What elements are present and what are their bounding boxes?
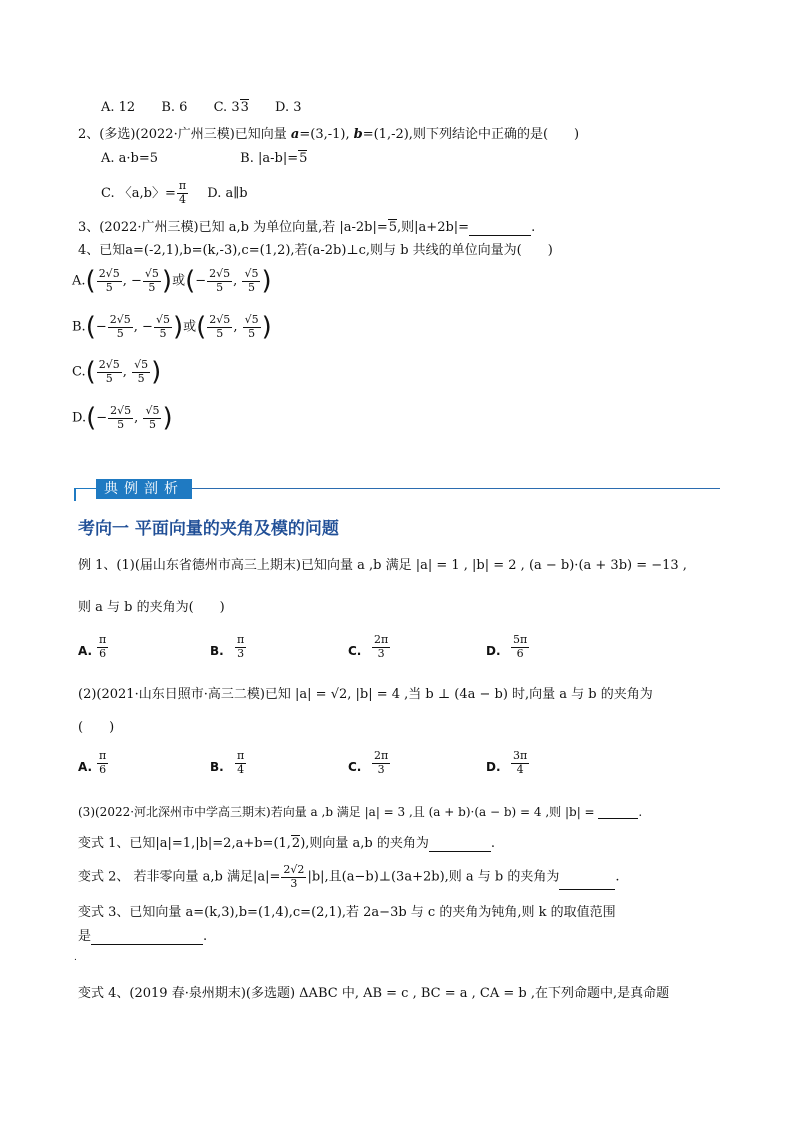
question-4-option-c: C.( $\frac{2√5}{5}$ , $\frac{√5}{5}$ ) <box>72 357 162 388</box>
question-4-option-d: D.(− $\frac{2√5}{5}$ , $\frac{√5}{5}$ ) <box>72 403 173 434</box>
option-c: C. 〈a,b〉= $\frac{\pi}{4}$ <box>101 179 187 206</box>
stray-dot: . <box>74 953 77 963</box>
section-banner <box>78 479 720 501</box>
option-c: C. 33 <box>213 100 249 115</box>
option-b: B. 6 <box>161 100 188 115</box>
question-2-stem: 2、(多选)(2022·广州三模)已知向量 a=(3,-1), b=(1,-2),则下列结论中正确的是( ) <box>78 127 580 142</box>
question-4-option-a: A.( $\frac{2√5}{5}$ , − $\frac{√5}{5}$ )或(− $\frac{2√5}{5}$ , $\frac{√5}{5}$ ) <box>72 266 272 297</box>
question-3: 3、(2022·广州三模)已知 a,b 为单位向量,若 |a-2b|=5,则|a+2b|= . <box>78 220 536 235</box>
prev-question-options <box>101 100 302 116</box>
example-3: (3)(2022·河北深州市中学高三期末)若向量 a ,b 满足 |a| = 3 ,且 (a + b)·(a − b) = 4 ,则 |b| = . <box>78 805 643 819</box>
example-2-line-1: (2)(2021·山东日照市·高三二模)已知 |a| = √2, |b| = 4 ,当 b ⊥ (4a − b) 时,向量 a 与 b 的夹角为 <box>78 687 653 702</box>
question-2-options-cd <box>101 180 248 206</box>
question-2-options-ab <box>101 151 307 167</box>
option-d: D. 3 <box>275 100 302 115</box>
banner-label: 典例剖析 <box>96 479 192 499</box>
section-title: 考向一 平面向量的夹角及模的问题 <box>78 519 339 539</box>
banner-tick <box>74 488 98 501</box>
option-a: A. 12 <box>101 100 136 115</box>
variant-3-line-2: 是 . <box>78 929 208 944</box>
variant-1: 变式 1、已知|a|=1,|b|=2,a+b=(1,2),则向量 a,b 的夹角为 . <box>78 836 496 851</box>
example-1-line-2: 则 a 与 b 的夹角为( ) <box>78 600 225 615</box>
option-b: B. |a-b|=5 <box>240 151 308 166</box>
option-a: A. a·b=5 <box>101 151 159 166</box>
variant-2: 变式 2、 若非零向量 a,b 满足|a|= $\frac{2√2}{3}$ |b|,且(a−b)⊥(3a+2b),则 a 与 b 的夹角为 . <box>78 863 620 890</box>
variant-4: 变式 4、(2019 春·泉州期末)(多选题) ΔABC 中, AB = c , BC = a , CA = b ,在下列命题中,是真命题 <box>78 986 670 1001</box>
example-2-line-2: ( ) <box>78 720 115 735</box>
option-d: D. a∥b <box>207 185 248 201</box>
variant-3-line-1: 变式 3、已知向量 a=(k,3),b=(1,4),c=(2,1),若 2a−3b 与 c 的夹角为钝角,则 k 的取值范围 <box>78 905 616 920</box>
example-1-line-1: 例 1、(1)(届山东省德州市高三上期末)已知向量 a ,b 满足 |a| = 1 , |b| = 2 , (a − b)·(a + 3b) = −13 , <box>78 558 687 573</box>
question-4-stem: 4、已知a=(-2,1),b=(k,-3),c=(1,2),若(a-2b)⊥c,则与 b 共线的单位向量为( ) <box>78 243 553 258</box>
question-4-option-b: B.(− $\frac{2√5}{5}$ , − $\frac{√5}{5}$ )或( $\frac{2√5}{5}$ , $\frac{√5}{5}$ ) <box>72 312 272 343</box>
